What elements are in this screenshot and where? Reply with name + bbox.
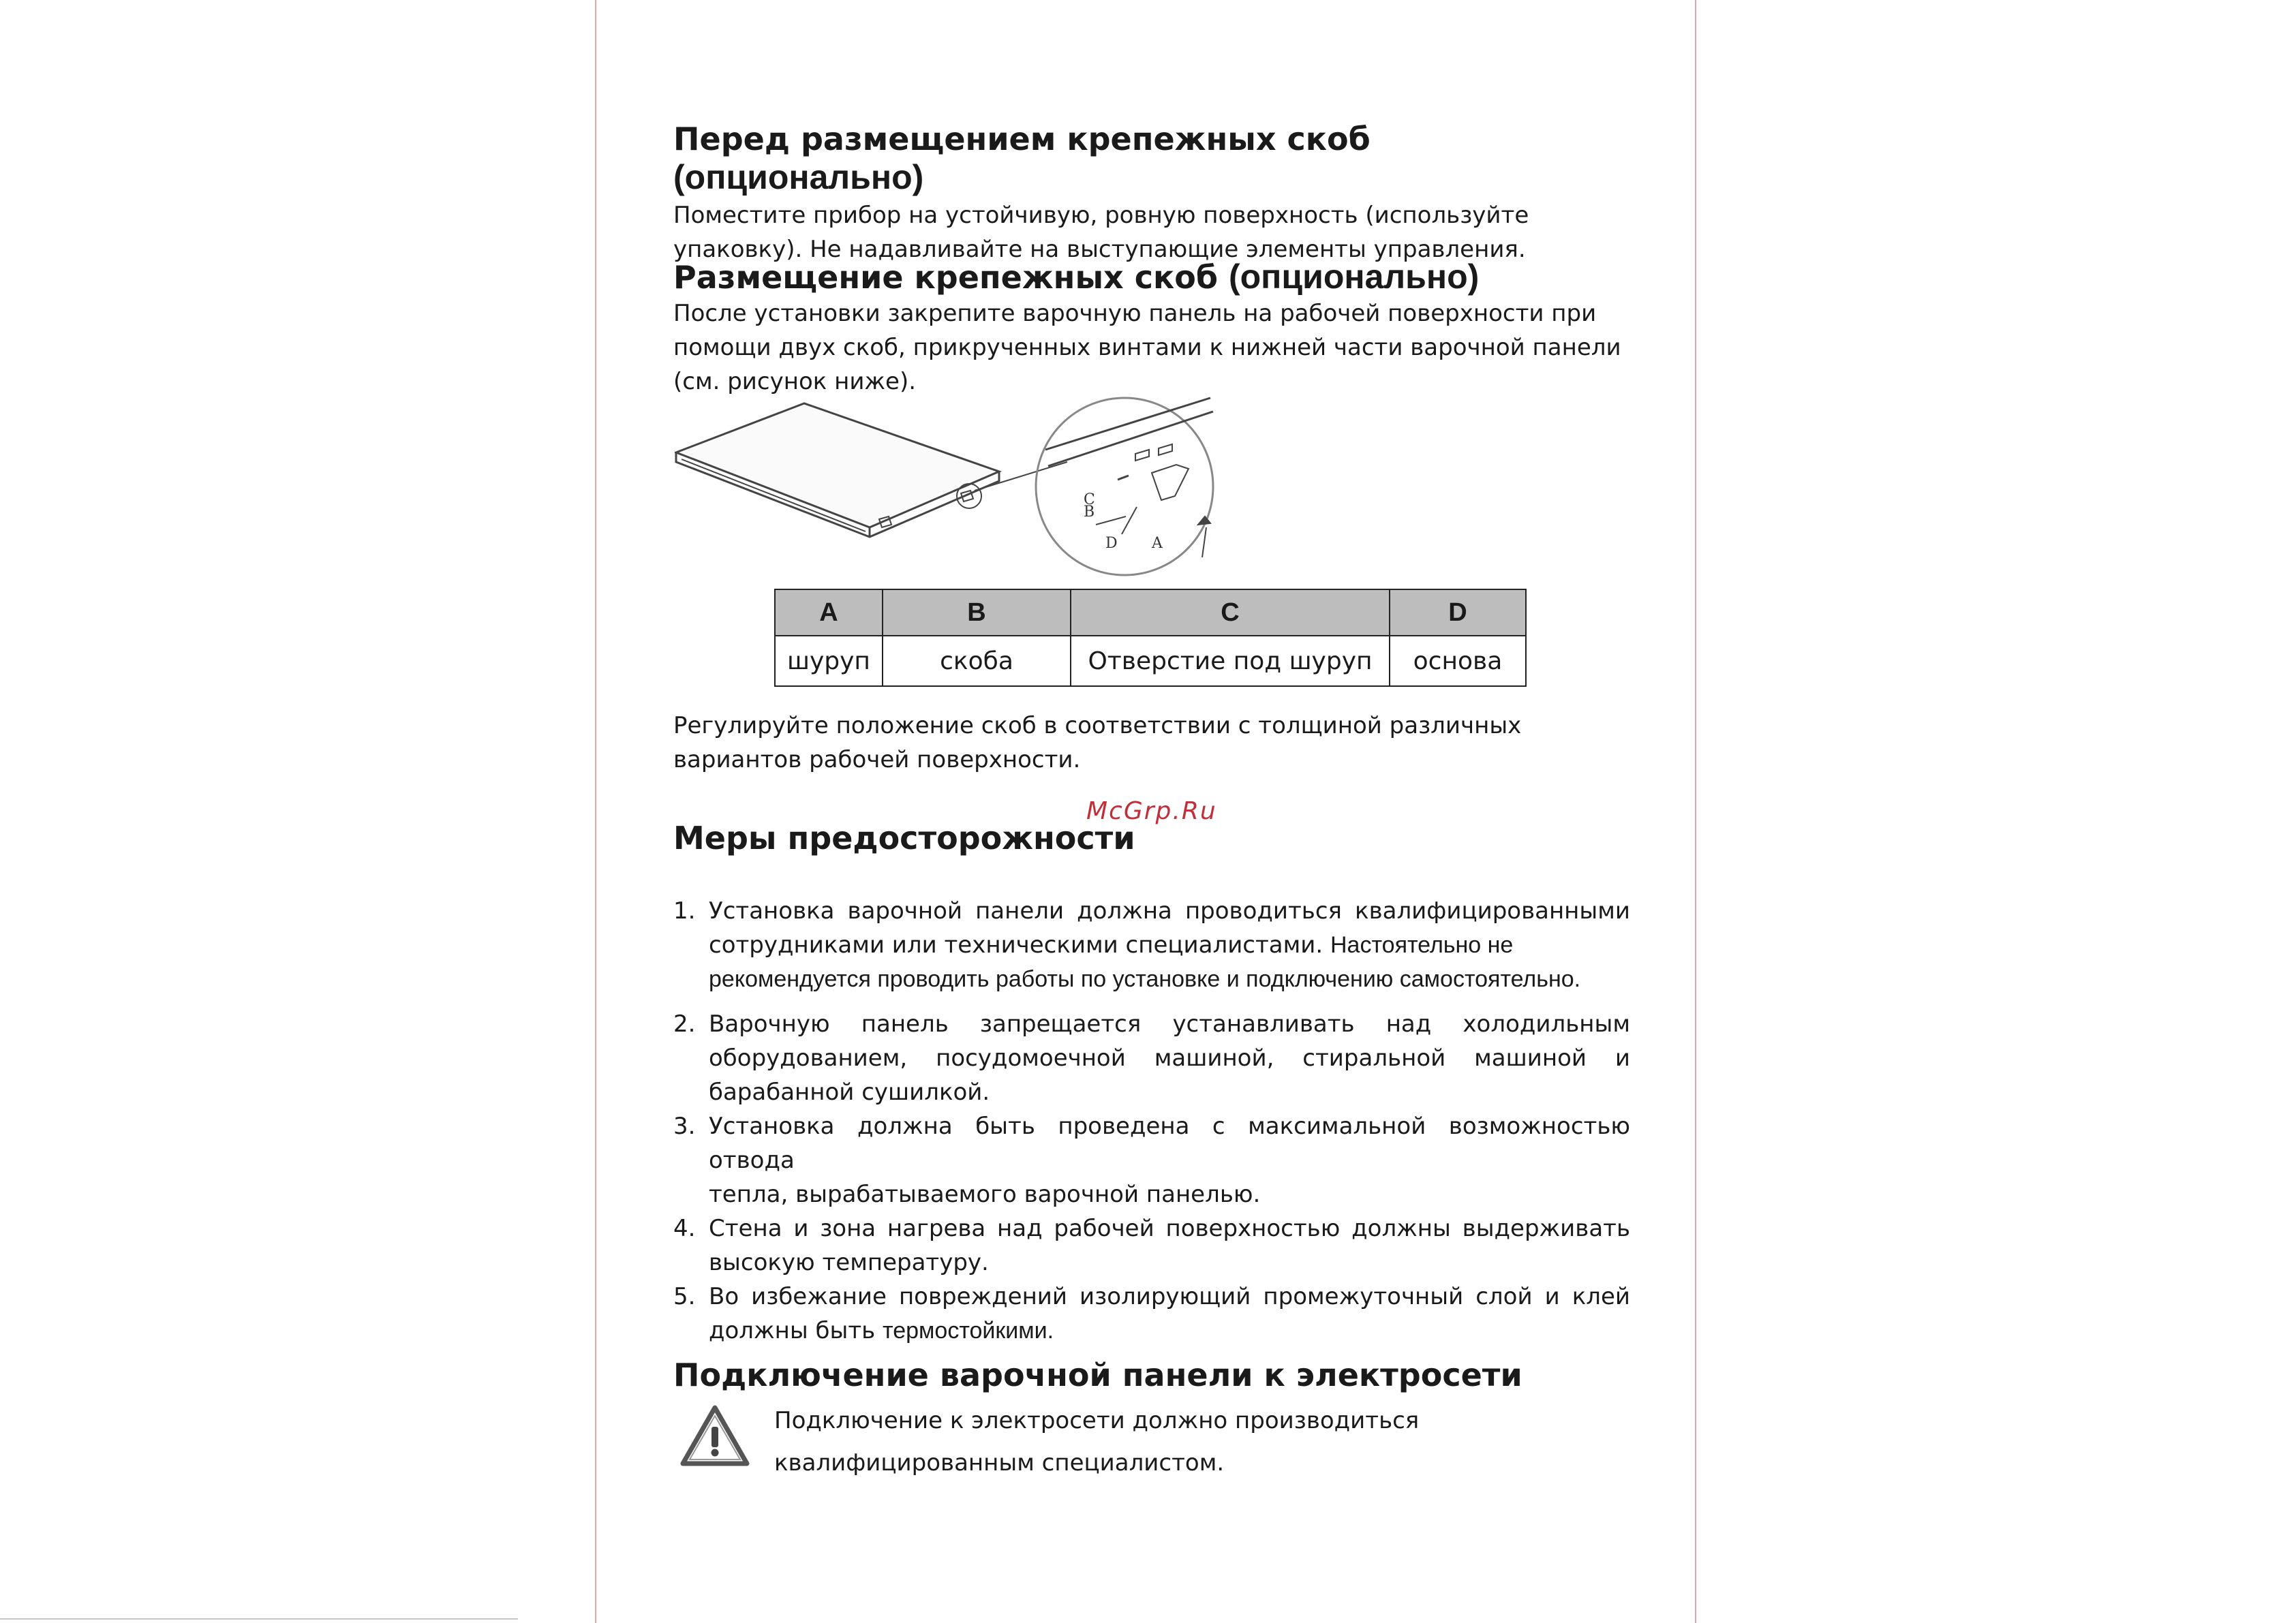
- list-item: 5. Во избежание повреждений изолирующий промежуточный слой и клей должны быть термостойкими.: [673, 1283, 1630, 1344]
- body-text: Подключение к электросети должно производиться: [774, 1407, 1420, 1434]
- parts-table: [774, 589, 1527, 687]
- table-header-cell: A: [775, 589, 883, 636]
- table-cell: основа: [1390, 636, 1526, 686]
- section-before-brackets: [673, 120, 1630, 266]
- figure-label-a: A: [1152, 535, 1163, 552]
- figure-label-c: C: [1084, 491, 1095, 508]
- table-header-cell: C: [1071, 589, 1390, 636]
- section-title: Перед размещением крепежных скоб (опционально): [673, 121, 1371, 196]
- section-title: Меры предосторожности: [673, 820, 1135, 856]
- list-item: 1. Установка варочной панели должна проводиться квалифицированными сотрудниками или техническими специалистами. Настоятельно не рекомендуется проводить работы по установке и подключению самостоятельно.: [673, 897, 1630, 992]
- adjust-note: [673, 709, 1630, 777]
- section-title: Размещение крепежных скоб (опционально): [673, 258, 1480, 296]
- table-header-cell: B: [883, 589, 1071, 636]
- list-item: 2. Варочную панель запрещается устанавливать над холодильным оборудованием, посудомоечной машиной, стиральной машиной и барабанной сушилкой.: [673, 1010, 1630, 1106]
- section-bracket-placement: [673, 258, 1630, 399]
- section-electrical-connection: [673, 1356, 1630, 1394]
- list-item: 3. Установка должна быть проведена с максимальной возможностью отвода тепла, вырабатываемого варочной панелью.: [673, 1113, 1630, 1208]
- body-text: упаковку). Не надавливайте на выступающие элементы управления.: [673, 236, 1526, 263]
- body-text: помощи двух скоб, прикрученных винтами к нижней части варочной панели: [673, 334, 1621, 361]
- figure-label-b: B: [1084, 504, 1095, 521]
- table-cell: шуруп: [775, 636, 883, 686]
- table-header-row: [775, 589, 1526, 636]
- body-text: (см. рисунок ниже).: [673, 368, 917, 395]
- warning-triangle-icon: [679, 1404, 751, 1469]
- body-text: Поместите прибор на устойчивую, ровную поверхность (используйте: [673, 202, 1529, 229]
- figure-label-d: D: [1105, 535, 1118, 552]
- body-text: После установки закрепите варочную панель на рабочей поверхности при: [673, 300, 1597, 327]
- watermark: McGrp.Ru: [1086, 797, 1217, 825]
- table-cell: Отверстие под шуруп: [1071, 636, 1390, 686]
- section-precautions: [673, 819, 1630, 857]
- body-text: вариантов рабочей поверхности.: [673, 746, 1081, 773]
- table-cell: скоба: [883, 636, 1071, 686]
- warning-text: [774, 1400, 1626, 1484]
- section-title: Подключение варочной панели к электросети: [673, 1357, 1522, 1393]
- table-header-cell: D: [1390, 589, 1526, 636]
- body-text: квалифицированным специалистом.: [774, 1449, 1225, 1477]
- list-item: 4. Стена и зона нагрева над рабочей поверхностью должны выдерживать высокую температуру.: [673, 1215, 1630, 1276]
- body-text: Регулируйте положение скоб в соответствии с толщиной различных: [673, 712, 1522, 739]
- bracket-installation-figure: [675, 391, 1247, 582]
- divider: [0, 1618, 518, 1620]
- precautions-list: [673, 894, 1630, 1348]
- table-row: [775, 636, 1526, 686]
